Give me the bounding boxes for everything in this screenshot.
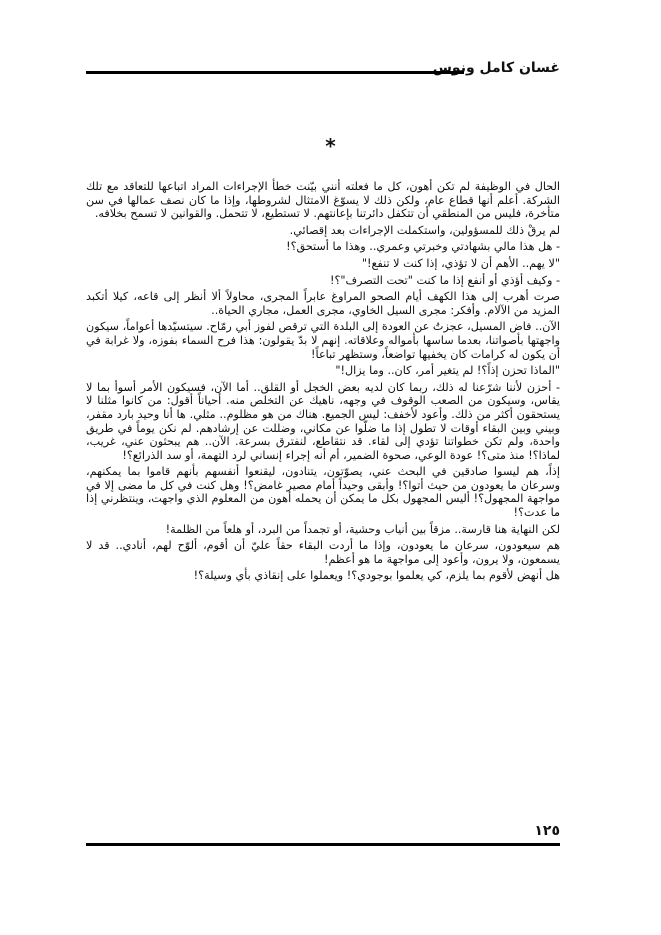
- header-rule: [86, 71, 464, 74]
- paragraph: - أحزن لأننا شرّعنا له ذلك، ربما كان لديه بعض الخجل أو القلق.. أما الآن، فسيكون الأمر أسوأ بما لا يقاس، وسيكون من الصعب الوقوف في وجهه، ناهيك عن التخلص منه. أحياناً أقول: من كانوا مثلنا لا يستحقون أكثر من ذلك. وأعود لأخفف: ليس الجميع. هناك من هو مظلوم.. مثلي. ها أنا وحيد بارد مقفر، وبيني وبين البقاء أوقات لا تطول إذا ما ضلّوا عن مكاني، وضللت عن إرشادهم. لم نكن يوماً في طريق واحدة، ولم تكن خطواتنا تؤدي إلى لقاء. قد نتقاطع، لنفترق بسرعة. الآن.. هم يبحثون عني، غريب، لماذا؟! منذ متى؟! عودة الوعي، صحوة الضمير، أم أنه إجراء إنساني لرد التهمة، أو سد الذرائع؟!: [86, 380, 560, 462]
- page-footer: [86, 823, 560, 845]
- author-name: غسان كامل ونوس: [432, 60, 560, 76]
- section-separator: *: [325, 134, 336, 158]
- paragraph: لكن النهاية هنا قارسة.. مزقاً بين أنياب وحشية، أو تجمداً من البرد، أو هلعاً من الظلمة!: [165, 522, 560, 536]
- body-text: [86, 180, 560, 586]
- paragraph: هم سيعودون، سرعان ما يعودون، وإذا ما أردت البقاء حقاً عليّ أن أقوم، ألوّح لهم، أنادي.. قد لا يسمعون، ولا يرون، وأعود إلى مواجهة ما هو أعظم!: [86, 539, 560, 566]
- paragraph: لم يرقْ ذلك للمسؤولين، واستكملت الإجراءات بعد إقصائي.: [289, 223, 560, 237]
- paragraph: صرت أهرب إلى هذا الكهف أيام الصحو المراوغ عابراً المجرى، محاولاً ألا أنظر إلى قاعه، كيلا أتكبد المزيد من الآلام. وأفكر: مجرى السيل الخاوي، مجرى العمل، مجاري الحياة..: [86, 290, 560, 317]
- paragraph: "لا يهم.. الأهم أن لا تؤذي، إذا كنت لا تنفع!": [361, 256, 560, 270]
- paragraph: - هل هذا مالي بشهادتي وخبرتي وعمري.. وهذا ما أستحق؟!: [286, 240, 560, 254]
- paragraph: - وكيف أؤذي أو أنفع إذا ما كنت "تحت التصرف"؟!: [329, 273, 560, 287]
- paragraph: "الماذا تحزن إذاً؟! لم يتغير أمر، كان.. وما يزال!": [335, 364, 560, 378]
- paragraph: إذاً، هم ليسوا صادقين في البحث عني، يصوّتون، يتنادون، ليقنعوا أنفسهم بأنهم قاموا بما يمكنهم، وسرعان ما يعودون من حيث أتوا؟! وأبقى وحيداً أمام مصير غامض؟! وهل كنت في كل ما مضى إلا في مواجهة المجهول؟! أليس المجهول بكل ما يمكن أن يحمله أهون من المعلوم الذي واجهت، وينتظرني إذا ما عدت؟!: [86, 465, 560, 520]
- paragraph: الحال في الوظيفة لم تكن أهون، كل ما فعلته أنني بيّنت خطأ الإجراءات المراد اتباعها للتعاقد مع تلك الشركة. أعلم أنها قطاع عام، ولكن ذلك لا يسوّغ الامتثال لشروطها، وإذا ما كان نصف عمالها في سن متأخرة، فليس من المنطقي أن تتكفل دائرتنا بإعانتهم. لا تستطيع، لا تتحمل. والقوانين لا تسمح بخلافه.: [86, 180, 560, 221]
- paragraph: الآن.. فاض المسيل، عجزتُ عن العودة إلى البلدة التي ترقص لفوز أبي رمّاح. سيتسيّدها أعواماً، سيكون واجهتها بأصواتنا، بعدما ساسها بأمواله وعلاقاته. إنهم لا بدّ يقولون: هذا فرح السماء بفوزه، ولا غرابة في أن يكون له كرامات كان يخفيها تواضعاً، وستظهر تباعاً!: [86, 320, 560, 361]
- paragraph: هل أنهض لأقوم بما يلزم، كي يعلموا بوجودي؟! ويعملوا على إنقاذي بأي وسيلة؟!: [193, 569, 560, 583]
- page-number: ١٢٥: [534, 823, 560, 839]
- running-header: [86, 60, 560, 84]
- footer-rule: [86, 843, 560, 846]
